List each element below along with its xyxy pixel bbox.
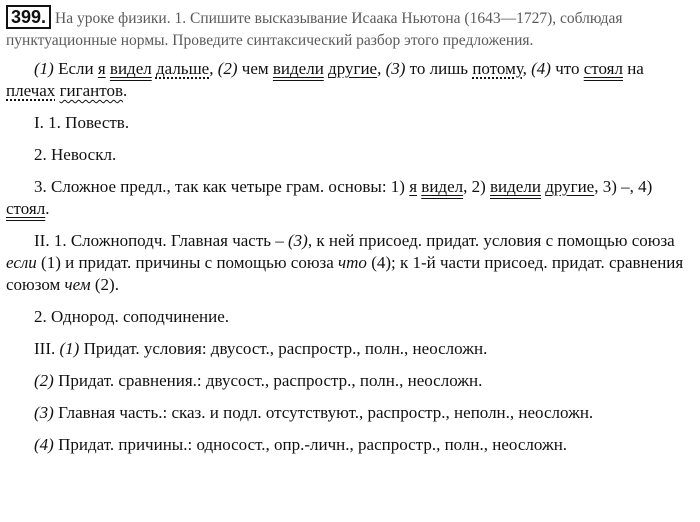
exercise-number: 399. [6, 5, 51, 29]
sentence-text: , [209, 59, 218, 78]
predicate-word: видели [272, 59, 324, 78]
subject-word: другие [545, 177, 595, 196]
line-text: 3. Сложное предл., так как четыре грам. основы: 1) [34, 177, 410, 196]
line-text: Придат. причины.: односост., опр.-личн., распростр., полн., неосложн. [53, 435, 568, 454]
conjunction-word: что [338, 253, 367, 272]
subject-word: я [409, 177, 418, 196]
line-text: . [45, 199, 50, 218]
sentence-text: , [377, 59, 386, 78]
line-text: (4); к 1-й части присоед. придат. сравнения союзом [6, 253, 684, 294]
clause-marker-2: (2) [217, 59, 238, 78]
sentence-text: , [522, 59, 532, 78]
clause-marker: (2) [34, 371, 54, 390]
sentence-text: на [622, 59, 644, 78]
predicate-word: стоял [583, 59, 623, 78]
line-text: , 2) [463, 177, 491, 196]
analysis-line-9 [6, 434, 694, 456]
line-text: Придат. условия: двусост., распростр., полн., неосложн. [79, 339, 488, 358]
predicate-word: видел [421, 177, 464, 196]
sentence-text: что [550, 59, 584, 78]
adverbial-word: потому [472, 59, 523, 78]
analysis-line-1: I. 1. Повеств. [34, 113, 130, 132]
newton-sentence [6, 58, 694, 102]
predicate-word: видели [490, 177, 541, 196]
line-text: , 3) –, 4) [594, 177, 653, 196]
answer-body [6, 58, 694, 466]
line-text: , к ней присоед. придат. условия с помощью союза [307, 231, 675, 250]
line-text: (1) и придат. причины с помощью союза [36, 253, 339, 272]
clause-marker-4: (4) [531, 59, 551, 78]
clause-marker: (3) [288, 231, 308, 250]
attribute-word: гигантов [59, 81, 123, 100]
clause-marker: (3) [34, 403, 54, 422]
predicate-word: стоял [6, 199, 46, 218]
adverbial-word: плечах [6, 81, 56, 100]
analysis-line-3 [6, 176, 694, 220]
analysis-line-7 [6, 370, 694, 392]
sentence-text: Если [53, 59, 98, 78]
clause-marker: (1) [59, 339, 80, 358]
line-text: Главная часть.: сказ. и подл. отсутствуют., распростр., неполн., неосложн. [53, 403, 594, 422]
conjunction-word: если [6, 253, 37, 272]
subject-word: я [97, 59, 106, 78]
analysis-line-5: 2. Однород. соподчинение. [34, 307, 230, 326]
analysis-line-4 [6, 230, 694, 296]
subject-word: другие [328, 59, 378, 78]
line-text: (2). [90, 275, 119, 294]
sentence-text: то лишь [405, 59, 473, 78]
task-text: На уроке физики. 1. Спишите высказывание Исаака Ньютона (1643—1727), соблюдая пунктуационные нормы. Проведите синтаксический разбор этого предложения. [6, 10, 623, 49]
analysis-line-8 [6, 402, 694, 424]
line-text: II. 1. Сложноподч. Главная часть – [34, 231, 289, 250]
clause-marker-1: (1) [34, 59, 54, 78]
sentence-text: чем [237, 59, 273, 78]
conjunction-word: чем [64, 275, 91, 294]
analysis-line-2: 2. Невоскл. [34, 145, 117, 164]
predicate-word: видел [109, 59, 152, 78]
line-text: III. [34, 339, 60, 358]
task-statement [6, 5, 694, 52]
line-text: Придат. сравнения.: двусост., распростр., полн., неосложн. [53, 371, 483, 390]
adverbial-word: дальше [155, 59, 210, 78]
clause-marker-3: (3) [385, 59, 406, 78]
analysis-line-6 [6, 338, 694, 360]
clause-marker: (4) [34, 435, 54, 454]
sentence-text: . [122, 81, 128, 100]
